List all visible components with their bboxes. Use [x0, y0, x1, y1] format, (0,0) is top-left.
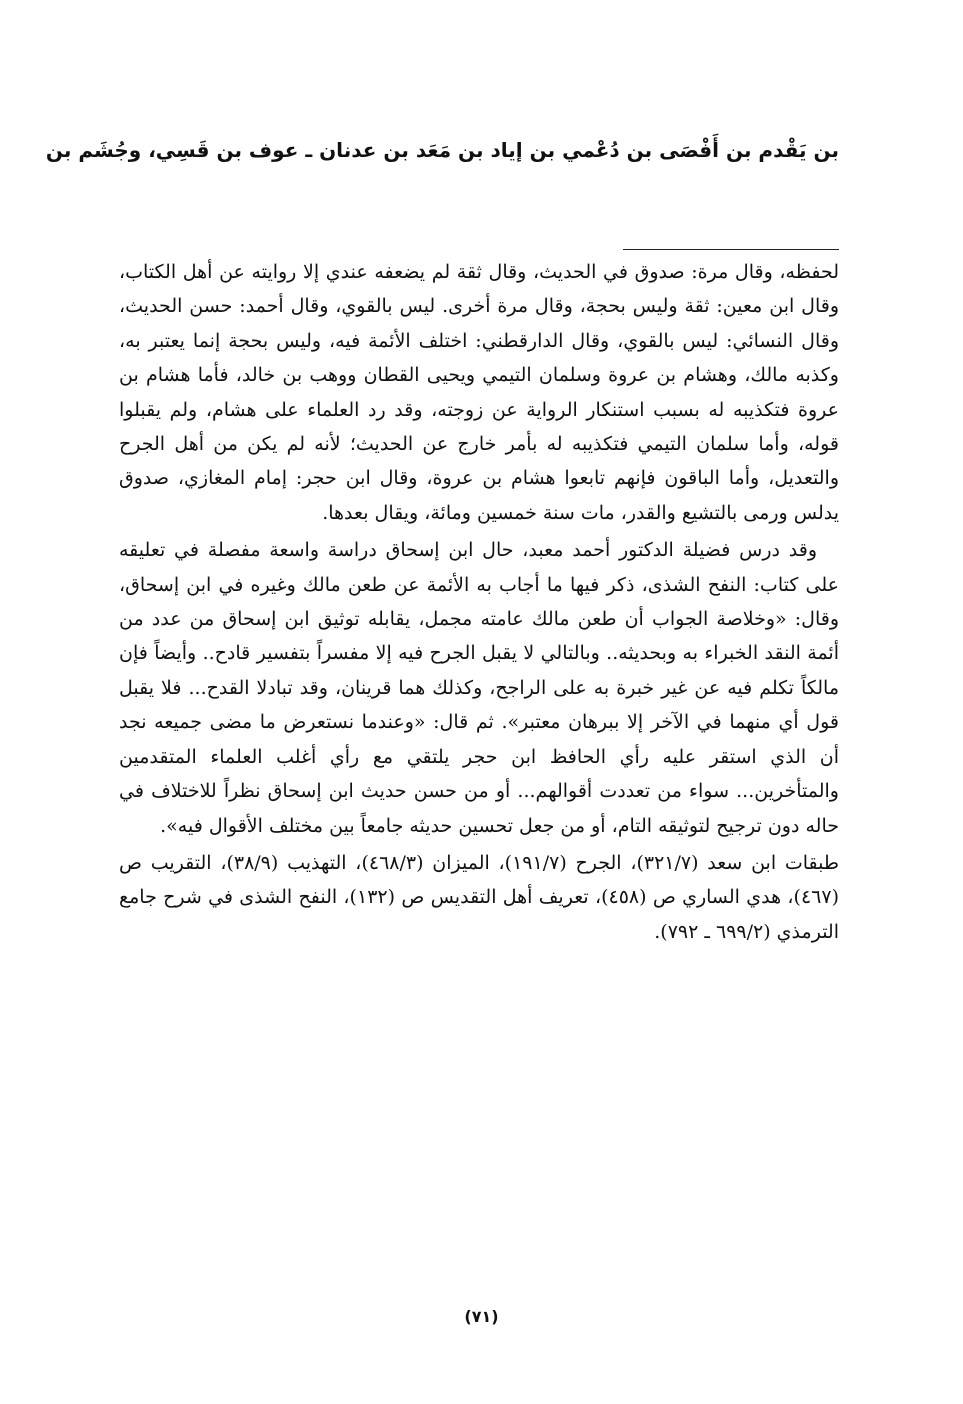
footnote-paragraph-1: لحفظه، وقال مرة: صدوق في الحديث، وقال ثقة لم يضعفه عندي إلا روايته عن أهل الكتاب، وقال ابن معين: ثقة وليس بحجة، وقال مرة أخرى. ليس بالقوي، وقال أحمد: حسن الحديث، وقال النسائي: ليس بالقوي، وقال الدارقطني: اختلف الأئمة فيه، وليس بحجة إنما يعتبر به، وكذبه مالك، وهشام بن عروة وسلمان التيمي ويحيى القطان ووهب بن خالد، فأما هشام بن عروة فتكذيبه له بسبب استنكار الرواية عن زوجته، وقد رد العلماء على هشام، ولم يقبلوا قوله، وأما سلمان التيمي فتكذيبه له بأمر خارج عن الحديث؛ لأنه لم يكن من أهل الجرح والتعديل، وأما الباقون فإنهم تابعوا هشام بن عروة، وقال ابن حجر: إمام المغازي، صدوق يدلس ورمى بالتشيع والقدر، مات سنة خمسين ومائة، ويقال بعدها. — [119, 261, 839, 524]
page-number: (٧١) — [464, 1307, 499, 1326]
footnote-separator — [623, 249, 839, 250]
running-text-line: بن يَقْدم بن أَفْصَى بن دُعْمي بن إياد بن مَعَد بن عدنان ـ عوف بن قَسِي، وجُشَم بن — [45, 138, 839, 162]
footnote-references: طبقات ابن سعد (٣٢١/٧)، الجرح (١٩١/٧)، الميزان (٤٦٨/٣)، التهذيب (٣٨/٩)، التقريب ص (٤٦٧)، هدي الساري ص (٤٥٨)، تعريف أهل التقديس ص (١٣٢)، النفح الشذى في شرح جامع الترمذي (٦٩٩/٢ ـ ٧٩٢). — [119, 851, 840, 943]
footnote-body — [119, 255, 839, 949]
footnote-paragraph-2: وقد درس فضيلة الدكتور أحمد معبد، حال ابن إسحاق دراسة واسعة مفصلة في تعليقه على كتاب: النفح الشذى، ذكر فيها ما أجاب به الأئمة عن طعن مالك وغيره في ابن إسحاق، وقال: «وخلاصة الجواب أن طعن مالك عامته مجمل، يقابله توثيق ابن إسحاق من عدد من أئمة النقد الخبراء به وبحديثه.. وبالتالي لا يقبل الجرح فيه إلا مفسراً بتفسير قادح.. وأيضاً فإن مالكاً تكلم فيه عن غير خبرة به على الراجح، وكذلك هما قرينان، وقد تبادلا القدح... فلا يقبل قول أي منهما في الآخر إلا ببرهان معتبر». ثم قال: «وعندما نستعرض ما مضى جميعه نجد أن الذي استقر عليه رأي الحافظ ابن حجر يلتقي مع رأي أغلب العلماء المتقدمين والمتأخرين... سواء من تعددت أقوالهم... أو من حسن حديث ابن إسحاق نظراً للاختلاف في حاله دون ترجيح لتوثيقه التام، أو من جعل تحسين حديثه جامعاً بين مختلف الأقوال فيه». — [119, 539, 839, 837]
